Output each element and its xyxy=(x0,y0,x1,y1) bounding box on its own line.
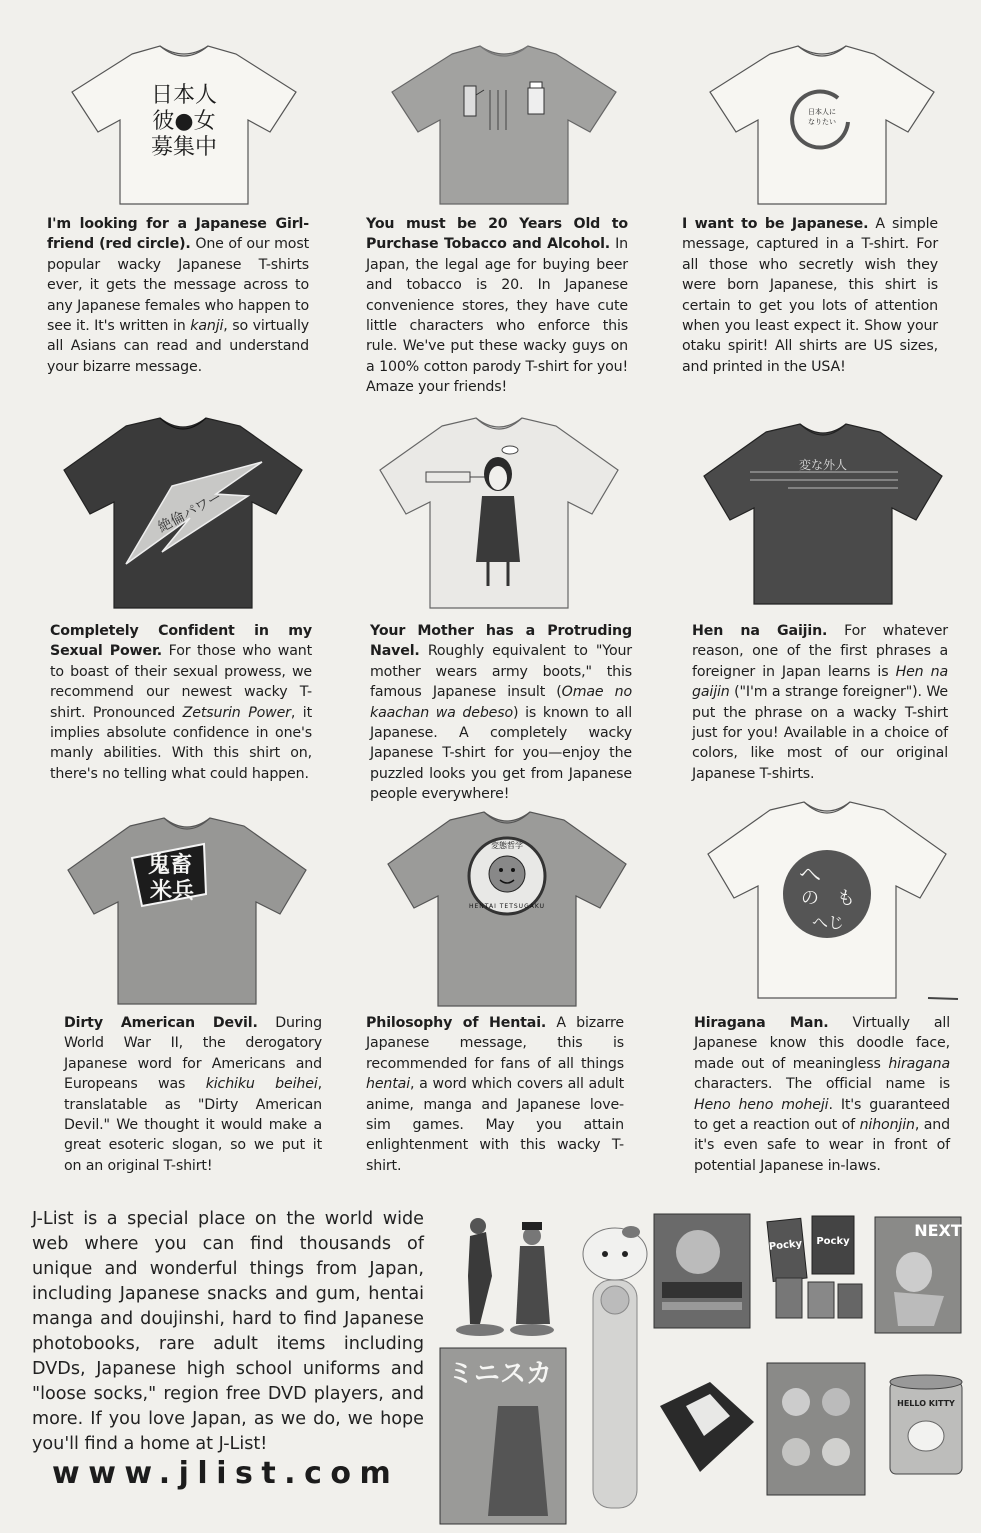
shirt-text-line-1: 日本人 xyxy=(150,83,218,108)
product-body: In Japan, the legal age for buying beer and tobacco is 20. In Japanese convenience stores, they have cute little characters who enforce this rule. We've put these wacky guys on a 100% cotton parody T-shirt for you! Amaze your friends! xyxy=(366,236,628,396)
product-title: Completely Confident in my Sexual Power. xyxy=(50,623,312,660)
product-body: A simple message, captured in a T-shirt. For all those who secretly wish they were born Japanese, this shirt is certain to get you lots of attention when you least expect it. Show your otaku spirit! All shirts are US sizes, and printed in the USA! xyxy=(682,216,938,375)
product-description-hiragana-man xyxy=(694,1013,950,1176)
emphasis: Hen na gaijin xyxy=(692,663,948,701)
product-body: characters. The official name is xyxy=(694,1076,950,1093)
product-description-tobacco xyxy=(366,214,628,398)
face-eyebrow-left: へ xyxy=(798,863,822,888)
shirt-text-top: 変態哲学 xyxy=(491,841,523,850)
product-title: Your Mother has a Protruding Navel. xyxy=(370,623,632,660)
product-body: , translatable as "Dirty American Devil." We thought it would make a great esoteric slogan, so we put it on an original T-shirt! xyxy=(64,1076,322,1174)
product-title: I want to be Japanese. xyxy=(682,216,869,232)
product-description-american-devil xyxy=(64,1013,322,1176)
product-body: During World War II, the derogatory Japanese word for Americans and Europeans was xyxy=(64,1015,322,1093)
shirt-text-line-2: 彼●女 xyxy=(152,109,216,134)
product-body: ) is known to all Japanese. A completely wacky Japanese T-shirt for you—enjoy the puzzled looks you get from Japanese people everywhere! xyxy=(370,704,633,803)
pocky-label-1: Pocky xyxy=(768,1238,803,1253)
product-body: , it implies absolute confidence in one's manly abilities. With this shirt on, there's no telling what could happen. xyxy=(50,704,312,782)
emphasis: kanji xyxy=(190,318,224,335)
shirt-image-want-to-be-japanese xyxy=(698,40,946,210)
site-url[interactable]: www.jlist.com xyxy=(52,1456,400,1491)
miniskirt-magazine-photo xyxy=(438,1346,568,1530)
promo-paragraph: J-List is a special place on the world wide web where you can find thousands of unique and wonderful things from Japan, including Japanese snacks and gum, hentai manga and doujinshi, hard to find Japanese photobooks, rare adult items including DVDs, Japanese high school uniforms and "loose socks," region free DVD players, and more. If you love Japan, as we do, we hope you'll find a home at J-List! xyxy=(32,1209,424,1454)
can-label: HELLO KITTY xyxy=(897,1399,955,1408)
manga-book-photo xyxy=(652,1212,752,1334)
emphasis: hiragana xyxy=(888,1055,950,1072)
pocky-label-2: Pocky xyxy=(816,1236,850,1247)
shirt-text-line-1: 日本人に xyxy=(808,108,836,116)
shirt-text-line-2: なりたい xyxy=(808,118,836,126)
next-magazine-title: NEXT xyxy=(914,1221,962,1240)
product-title: Philosophy of Hentai. xyxy=(366,1015,547,1031)
emphasis: kichiku beihei xyxy=(205,1076,318,1093)
shirt-image-tobacco xyxy=(380,40,628,210)
product-description-hen-na-gaijin xyxy=(692,621,948,784)
shirt-image-hiragana-man xyxy=(696,798,966,1008)
shirt-text-bottom: HENTAI TETSUGAKU xyxy=(468,903,546,910)
shirt-text-line-3: 募集中 xyxy=(150,135,218,160)
product-description-sexual-power xyxy=(50,621,312,784)
shirt-image-american-devil xyxy=(56,814,318,1010)
shirt-text: 変な外人 xyxy=(798,458,848,472)
product-body: , a word which covers all adult anime, manga and Japanese love-sim games. May you attain enlightenment with this wacky T-shirt. xyxy=(366,1076,624,1174)
shirt-image-sexual-power xyxy=(52,414,314,614)
emphasis: hentai xyxy=(366,1076,411,1093)
product-description-girlfriend xyxy=(47,214,309,377)
product-body: For those who want to boast of their sexual prowess, we recommend our newest wacky T-shirt. Pronounced xyxy=(50,643,312,721)
product-body: A bizarre Japanese message, this is recommended for fans of all things xyxy=(366,1015,624,1072)
photobook-photo xyxy=(766,1362,866,1500)
shirt-image-girlfriend xyxy=(60,40,308,210)
pocky-snacks-photo xyxy=(766,1212,866,1328)
figurine-photo xyxy=(440,1206,570,1342)
shirt-image-hen-na-gaijin xyxy=(692,420,954,610)
emphasis: Heno heno moheji xyxy=(694,1096,829,1113)
next-magazine-photo xyxy=(874,1216,962,1338)
shirt-image-hentai-philosophy xyxy=(376,808,638,1012)
shirt-image-protruding-navel xyxy=(368,414,630,614)
product-body: One of our most popular wacky Japanese T-shirts ever, it gets the message across to any Japanese females who happen to see it. It's written in xyxy=(47,236,309,335)
product-title: You must be 20 Years Old to Purchase Tobacco and Alcohol. xyxy=(366,216,628,253)
hello-kitty-massager-photo xyxy=(575,1210,655,1514)
product-description-protruding-navel xyxy=(370,621,632,805)
shirt-text-line-1: 鬼畜 xyxy=(147,853,193,878)
mini-magazine-title: ミニスカ xyxy=(447,1359,553,1389)
product-description-want-to-be-japanese xyxy=(682,214,938,377)
hello-kitty-can-photo xyxy=(886,1372,966,1486)
product-body: Virtually all Japanese know this doodle face, made out of meaningless xyxy=(694,1015,950,1072)
product-body: , so virtually all Asians can read and understand your bizarre message. xyxy=(47,318,309,375)
face-eye-right: も xyxy=(837,888,855,909)
product-body: Roughly equivalent to "Your mother wears army boots," this famous Japanese insult ( xyxy=(370,643,632,701)
product-title: I'm looking for a Japanese Girl-friend (red circle). xyxy=(47,216,309,253)
shirt-text-line-2: 米兵 xyxy=(149,879,195,904)
shirt-text: 絶倫パワー xyxy=(155,488,225,536)
emphasis: Zetsurin Power xyxy=(182,704,291,721)
product-body: For whatever reason, one of the first phrases a foreigner in Japan learns is xyxy=(692,623,948,680)
product-title: Hen na Gaijin. xyxy=(692,623,828,639)
emphasis: nihonjin xyxy=(859,1117,915,1134)
product-description-hentai-philosophy xyxy=(366,1013,624,1176)
product-body: ("I'm a strange foreigner"). We put the phrase on a wacky T-shirt just for you! Available in a choice of colors, like most of our original Japanese T-shirts. xyxy=(692,684,948,782)
product-body: . It's guaranteed to get a reaction out of xyxy=(694,1096,950,1134)
face-eye-left: の xyxy=(801,888,819,909)
product-body: , and it's even safe to wear in front of potential Japanese in-laws. xyxy=(694,1117,951,1174)
product-title: Dirty American Devil. xyxy=(64,1015,258,1031)
beer-character xyxy=(528,82,544,114)
school-uniform-photo xyxy=(650,1376,760,1480)
face-outline: へじ xyxy=(811,913,845,932)
emphasis: Omae no kaachan wa debeso xyxy=(370,684,633,721)
product-title: Hiragana Man. xyxy=(694,1015,829,1031)
